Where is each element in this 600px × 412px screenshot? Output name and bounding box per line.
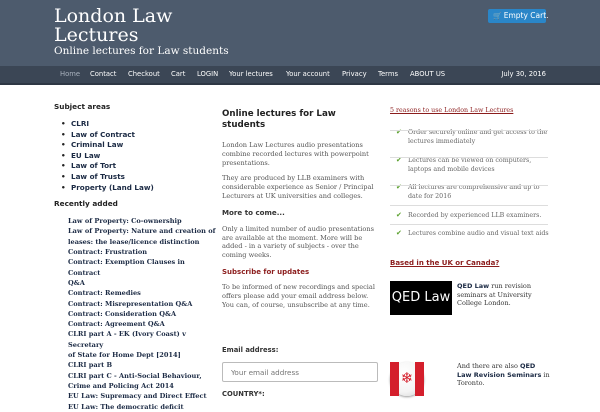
recent-item[interactable]: Contract: Misrepresentation Q&A <box>68 299 193 308</box>
subject-link[interactable]: • Criminal Law <box>60 140 219 151</box>
reason-item <box>390 229 550 238</box>
recent-item[interactable]: Contract: Exemption Clauses in Contract <box>68 258 185 277</box>
subject-list <box>60 119 219 193</box>
reason-text: All lectures are comprehensive and up to date for 2016 <box>408 184 540 201</box>
recent-item[interactable]: CLRI part A - EK (Ivory Coast) v Secretary <box>68 330 186 349</box>
recent-item[interactable]: Contract: Remedies <box>68 289 141 298</box>
flag-band-right <box>415 362 424 396</box>
reason-item <box>390 211 550 220</box>
nav-your-account[interactable]: Your account <box>286 70 330 78</box>
recent-item[interactable]: Contract: Frustration <box>68 248 148 257</box>
nav-terms[interactable]: Terms <box>378 70 399 78</box>
recent-item[interactable]: CLRI part C - Anti-Social Behaviour, <box>68 371 202 380</box>
recent-item[interactable]: Contract: Consideration Q&A <box>68 309 177 318</box>
nav-privacy[interactable]: Privacy <box>342 70 367 78</box>
recent-item[interactable]: of State for Home Dept [2014] <box>68 351 181 360</box>
uk-canada-heading[interactable]: Based in the UK or Canada? <box>390 259 500 267</box>
reasons-divider <box>390 130 548 131</box>
nav-contact[interactable]: Contact <box>90 70 117 78</box>
nav-login[interactable]: LOGIN <box>197 70 219 78</box>
current-date: July 30, 2016 <box>501 70 546 78</box>
check-icon: ✔ <box>396 128 402 136</box>
maple-leaf-icon: ❄ <box>400 369 414 387</box>
recent-item[interactable]: Law of Property: Nature and creation of <box>68 227 216 236</box>
qed-revision-link[interactable]: QED Law Revision Seminars <box>457 362 542 379</box>
recent-list <box>68 216 219 412</box>
reason-text: Recorded by experienced LLB examiners. <box>408 211 542 219</box>
reasons-divider <box>390 157 548 158</box>
recent-item[interactable]: CLRI part B <box>68 361 113 370</box>
main-content <box>222 109 380 316</box>
subject-link[interactable]: • Law of Trusts <box>60 172 219 183</box>
qed-law-logo[interactable]: QED Law <box>390 281 452 315</box>
check-icon: ✔ <box>396 183 402 192</box>
more-to-come-heading: More to come... <box>222 207 285 217</box>
site-tagline: Online lectures for Law students <box>54 45 229 57</box>
recent-item[interactable]: leases: the lease/licence distinction <box>68 237 200 246</box>
country-label: COUNTRY*: <box>222 390 265 398</box>
right-sidebar <box>390 107 550 247</box>
cart-label: Empty Cart. <box>503 11 549 20</box>
recently-added-heading: Recently added <box>54 199 118 209</box>
qed-law-desc: run revision seminars at University College London. <box>457 282 532 308</box>
canada-pre: And there are also <box>457 362 520 370</box>
canada-flag-icon[interactable] <box>390 362 424 396</box>
page-title: Online lectures for Law students <box>222 109 336 130</box>
recent-item[interactable]: Contract: Agreement Q&A <box>68 320 165 329</box>
recent-item[interactable]: Crime and Policing Act 2014 <box>68 381 174 390</box>
intro-paragraph: London Law Lectures audio presentations combine recorded lectures with powerpoint presentations. <box>222 141 369 167</box>
recent-item[interactable]: Law of Property: Co-ownership <box>68 217 182 226</box>
nav-about-us[interactable]: ABOUT US <box>410 70 446 78</box>
subject-link[interactable]: • Law of Contract <box>60 130 219 141</box>
reasons-heading[interactable]: 5 reasons to use London Law Lectures <box>390 107 514 114</box>
recent-item[interactable]: Q&A <box>68 278 85 287</box>
nav-checkout[interactable]: Checkout <box>128 70 160 78</box>
reason-text: Lectures can be viewed on computers, laptops and mobile devices <box>408 156 532 173</box>
qed-law-text <box>457 282 552 308</box>
reason-item <box>390 156 550 175</box>
flag-band-left <box>390 362 399 396</box>
reasons-divider <box>390 205 548 206</box>
empty-cart-button[interactable] <box>488 9 549 23</box>
nav-home[interactable]: Home <box>60 70 81 78</box>
check-icon: ✔ <box>396 229 402 238</box>
more-paragraph: Only a limited number of audio presentations are available at the moment. More will be added - in a variety of subjects - over the coming weeks. <box>222 224 375 260</box>
subject-link[interactable]: • CLRI <box>60 119 219 130</box>
check-icon: ✔ <box>396 155 402 164</box>
left-sidebar <box>54 102 219 412</box>
cart-icon: 🛒 <box>493 12 502 20</box>
reasons-divider <box>390 224 548 225</box>
email-label: Email address: <box>222 346 279 354</box>
reasons-divider <box>390 185 548 186</box>
canada-post: in Toronto. <box>457 370 550 388</box>
subscribe-heading: Subscribe for updates <box>222 267 310 276</box>
reasons-list <box>390 128 550 238</box>
nav-your-lectures[interactable]: Your lectures <box>229 70 273 78</box>
nav-cart[interactable]: Cart <box>171 70 186 78</box>
email-input[interactable] <box>222 362 378 382</box>
subject-link[interactable]: • EU Law <box>60 151 219 162</box>
recent-item[interactable]: EU Law: The democratic deficit <box>68 402 184 411</box>
canada-text <box>457 362 552 388</box>
reason-text: Order securely online and get access to the lectures immediately <box>408 129 548 146</box>
recent-item[interactable]: EU Law: Supremacy and Direct Effect <box>68 392 207 401</box>
subject-areas-heading: Subject areas <box>54 102 111 111</box>
main-nav <box>0 66 600 85</box>
subject-link[interactable]: • Law of Tort <box>60 161 219 172</box>
site-header <box>0 0 600 66</box>
subject-link[interactable]: • Property (Land Law) <box>60 183 219 194</box>
subscribe-paragraph: To be informed of new recordings and special offers please add your email address below. You can, of course, unsubscribe at any time. <box>222 282 375 309</box>
examiners-paragraph: They are produced by LLB examiners with considerable experience as Senior / Principal Lecturers at UK universities and colleges. <box>222 174 374 200</box>
check-icon: ✔ <box>396 210 402 219</box>
reason-text: Lectures combine audio and visual text aids <box>408 230 549 238</box>
qed-law-link[interactable]: QED Law <box>457 282 490 290</box>
site-title[interactable]: London Law Lectures <box>54 5 173 46</box>
